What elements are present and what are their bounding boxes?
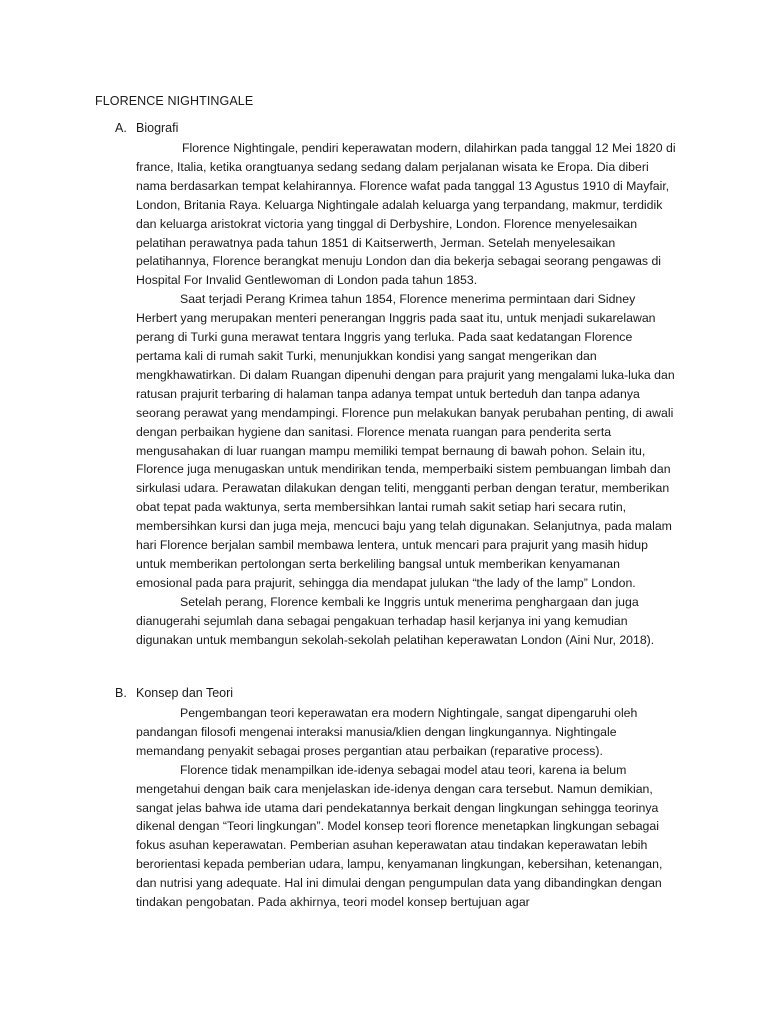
paragraph: Saat terjadi Perang Krimea tahun 1854, Florence menerima permintaan dari Sidney Herbert yang merupakan menteri penerangan Inggris pada saat itu, untuk menjadi sukarelawan perang di Turki guna merawat tentara Inggris yang terluka. Pada saat kedatangan Florence pertama kali di rumah sakit Turki, menunjukkan kondisi yang sangat mengerikan dan mengkhawatirkan. Di dalam Ruangan dipenuhi dengan para prajurit yang mengalami luka-luka dan ratusan prajurit terbaring di halaman tanpa adanya tempat untuk berteduh dan tanpa adanya seorang perawat yang mendampingi. Florence pun melakukan banyak perubahan penting, di awali dengan perbaikan hygiene dan sanitasi. Florence menata ruangan para penderita serta mengusahakan di luar ruangan mampu memiliki tempat bernaung di bawah pohon. Selain itu, Florence juga menugaskan untuk mendirikan tenda, memperbaiki sistem pembuangan limbah dan sirkulasi udara. Perawatan dilakukan dengan teliti, mengganti perban dengan teratur, memberikan obat tepat pada waktunya, serta membersihkan lantai rumah sakit setiap hari secara rutin, membersihkan kursi dan juga meja, mencuci baju yang telah digunakan. Selanjutnya, pada malam hari Florence berjalan sambil membawa lentera, untuk mencari para prajurit yang masih hidup untuk memberikan pertolongan serta berkeliling bangsal untuk memberikan kenyamanan emosional pada para prajurit, sehingga dia mendapat julukan “the lady of the lamp” London. xyxy=(136,292,675,590)
section-letter: A. xyxy=(115,121,127,135)
paragraph: Pengembangan teori keperawatan era modern Nightingale, sangat dipengaruhi oleh pandangan filosofi mengenai interaksi manusia/klien dengan lingkungannya. Nightingale memandang penyakit sebagai proses pergantian atau perbaikan (reparative process). xyxy=(136,706,638,758)
paragraph: Florence tidak menampilkan ide-idenya sebagai model atau teori, karena ia belum mengetahui dengan baik cara menjelaskan ide-idenya dengan cara tersebut. Namun demikian, sangat jelas bahwa ide utama dari pendekatannya berkait dengan lingkungan sehingga teorinya dikenal dengan “Teori lingkungan”. Model konsep teori florence menetapkan lingkungan sebagai fokus asuhan keperawatan. Pemberian asuhan keperawatan atau tindakan keperawatan lebih berorientasi kepada pemberian udara, lampu, kenyamanan lingkungan, kebersihan, ketenangan, dan nutrisi yang adequate. Hal ini dimulai dengan pengumpulan data yang dibandingkan dengan tindakan pengobatan. Pada akhirnya, teori model konsep bertujuan agar xyxy=(136,762,663,910)
section-letter: B. xyxy=(115,686,127,700)
paragraph: Florence Nightingale, pendiri keperawatan modern, dilahirkan pada tanggal 12 Mei 1820 di france, Italia, ketika orangtuanya sedang sedang dalam perjalanan wisata ke Eropa. Dia diberi nama berdasarkan tempat kelahirannya. Florence wafat pada tanggal 13 Agustus 1910 di Mayfair, London, Britania Raya. Keluarga Nightingale adalah keluarga yang terpandang, makmur, terdidik dan keluarga aristokrat victoria yang tinggal di Derbyshire, London. Florence menyelesaikan pelatihan perawatnya pada tahun 1851 di Kaitserwerth, Jerman. Setelah menyelesaikan pelatihannya, Florence berangkat menuju London dan dia bekerja sebagai seorang pengawas di Hospital For Invalid Gentlewoman di London pada tahun 1853. xyxy=(136,141,676,288)
section-heading xyxy=(0,686,768,704)
section-heading xyxy=(0,121,768,139)
section-biografi xyxy=(0,121,768,649)
document-title: FLORENCE NIGHTINGALE xyxy=(95,94,254,108)
section-title: Konsep dan Teori xyxy=(136,686,234,700)
paragraph: Setelah perang, Florence kembali ke Inggris untuk menerima penghargaan dan juga dianugerahi sejumlah dana sebagai pengakuan terhadap hasil kerjanya ini yang kemudian digunakan untuk membangun sekolah-sekolah pelatihan keperawatan London (Aini Nur, 2018). xyxy=(136,594,655,647)
section-konsep-dan-teori xyxy=(0,686,768,912)
section-title: Biografi xyxy=(136,121,179,135)
